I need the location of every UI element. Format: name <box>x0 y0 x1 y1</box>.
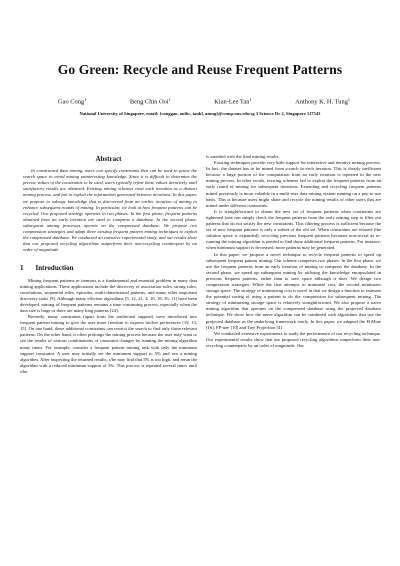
left-column <box>20 156 197 375</box>
author-name: Gao Cong <box>58 98 85 106</box>
body-paragraph: It is straightforward to obtain the new set of frequent patterns when constraints are tightened (one can simply check the frequent patterns from the early mining step to filter out patterns that do not satisfy the new constraints. This filtering process is sufficient because the set of new frequent patterns is only a subset of the old set. When constraints are relaxed (the solution space is expanded), recycling previous frequent patterns becomes non-trivial as re-running the mining algorithm is needed to find those additional frequent patterns. For instance, when minimum support is decreased, more patterns may be generated. <box>206 208 381 251</box>
author-mark: 1 <box>84 97 87 102</box>
section-heading <box>20 265 197 271</box>
body-paragraph: We conducted extensive experiments to study the performance of our recycling technique. Our experimental results show that our proposed recycling algorithms outperform their non-recycling counterparts by an order of magnitude. Our <box>206 330 381 348</box>
author-name: Beng Chin Ooi <box>129 98 169 106</box>
author-1 <box>58 97 86 107</box>
author-mark: 1 <box>249 97 252 102</box>
body-paragraph: In this paper, we propose a novel technique to recycle frequent patterns to speed up subsequent frequent pattern mining. Our scheme comprises two phases. In the first phase, we use the frequent patterns from an early iteration of mining to compress the database. In the second phase, we speed up subsequent mining by utilizing the knowledge encapsulated in previous frequent patterns, rather than to save space although it does. We design two compression strategies. While the first attempts to minimize cost, the second minimizes storage space. The strategy of minimizing cost is novel in that we design a function to estimate the potential saving of using a pattern to do the compression for subsequent mining. The strategy of minimizing storage space is relatively straightforward. We also propose a naive mining algorithm that operates on the compressed database using the projected database technique. We show how the naive algorithm can be combined with algorithms that use the projected database as the underlying framework easily. In this paper, we adapted the H-Mine [16], FP-tree [10] and Tree Projection [4]. <box>206 251 381 330</box>
section-title: Introduction <box>35 264 74 273</box>
body-paragraph: is satisfied with the final mining results. <box>206 154 280 159</box>
section-number: 1 <box>20 264 24 273</box>
author-list <box>58 97 350 107</box>
author-name: Kian-Lee Tan <box>214 98 250 106</box>
author-name: Anthony K. H. Tung <box>295 98 348 106</box>
abstract-text: In constrained data mining, users can specify constraints that can be used to prune the search space to avoid mining uninteresting knowledge. Since it is difficult to determine the precise values of the constraints to be used, users typically refine these values iteratively until satisfactory results are obtained. Existing mining schemes treat each iteration as a distinct mining process, and fail to exploit the information generated between iterations. In this paper, we propose to salvage knowledge that is discovered from an earlier iteration of mining to enhance subsequent rounds of mining. In particular, we look at how frequent patterns can be recycled. Our proposed strategy operates in two phases. In the first phase, frequent patterns obtained from an early iteration are used to compress a database. In the second phase, subsequent mining processes operate on the compressed database. We propose two compression strategies and adapt three existing frequent pattern mining techniques to exploit the compressed database. We conducted an extensive experimental study, and our results show that our proposed recycling algorithms outperform their non-recycling counterpart by an order of magnitude. <box>23 168 197 253</box>
author-3 <box>214 97 251 107</box>
right-column <box>206 154 381 349</box>
abstract-heading: Abstract <box>95 155 122 163</box>
body-paragraph: Existing techniques provide very little support for interactive and iterative mining process. In fact, the dataset has to be mined from scratch in each iteration. This is clearly inefficient because a large portion of the computation from an early iteration is repeated in the new mining process. In other words, existing schemes fail to exploit the frequent patterns from an early round of mining for subsequent iterations. Extending and recycling frequent patterns mined previously is more valuable in a multi-user data mining system running on a pay-to-use basis. This is because users might share and recycle the mining results of other users that are mined under different constraints. <box>206 160 381 208</box>
author-2 <box>130 97 171 107</box>
paper-title: Go Green: Recycle and Reuse Frequent Patterns <box>57 62 343 77</box>
body-paragraph: Mining frequent patterns or itemsets is a fundamental and essential problem in many data mining applications. These applications include the discovery of association rules, strong rules, correlations, sequential rules, episodes, multi-dimensional patterns, and many other important discovery tasks [9]. Although many efficient algorithms [5, 12, 21, 4, 10, 18, 16, 11] have been developed, mining of frequent patterns remains a time consuming process, especially when the data size is large or there are many long patterns [24]. <box>20 277 197 313</box>
body-paragraph: Recently, many constraints (apart from the traditional support) were introduced into frequent pattern mining to give the user more freedom to express his/her preferences [19, 13, 15]. On one hand, these additional constraints can restrict the search to find only those relevant patterns. On the other hand, it often prolongs the mining process because the user may want to see the results of various combinations of constraint changes by running the mining algorithm many times. For example, consider a frequent pattern mining task with only the minimum support constraint. A user may initially set the minimum support to 5% and run a mining algorithm. After inspecting the returned results, s/he may find that 5% is too high, and rerun the algorithm with a reduced minimum support of 3%. This process is repeated several times until s/he <box>20 314 197 374</box>
author-4 <box>295 97 350 107</box>
author-mark: 1 <box>347 97 350 102</box>
author-mark: 1 <box>168 97 171 102</box>
affiliation: National University of Singapore, email: {conggao, ooibc, tankl, atung}@comp.nus.edu.sg 3 Science Dr 2, Singapore 117543 <box>79 111 321 116</box>
